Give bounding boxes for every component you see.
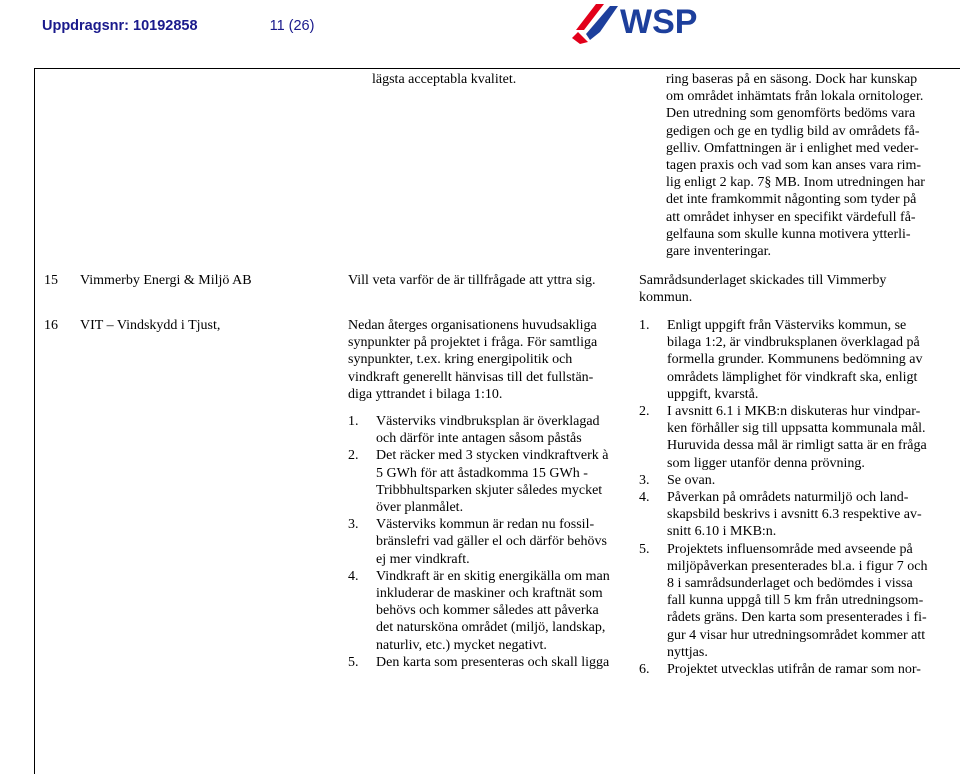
row-16-response-item: [639, 541, 949, 661]
row-16-response-item-text: Projektet utvecklas utifrån de ramar som nor-: [667, 662, 921, 678]
row-16-response-item-text: I avsnitt 6.1 i MKB:n diskuteras hur vindpar-: [667, 404, 921, 420]
row-16-point-item-text: naturliv, etc.) mycket negativt.: [376, 637, 547, 653]
row-16-point-item-text: Tribbhultsparken skjuter således mycket: [376, 482, 603, 498]
row-top-comment: lägsta acceptabla kvalitet.: [372, 72, 517, 87]
row-16-response-item: [639, 661, 949, 678]
logo-text: WSP: [620, 3, 698, 41]
row-16-response-item-number: 3.: [639, 472, 650, 488]
row-16-response-item-text: Enligt uppgift från Västerviks kommun, se: [667, 318, 907, 333]
row-16-point-item-text: ej mer vindkraft.: [376, 551, 470, 567]
row-16-name: VIT – Vindskydd i Tjust,: [80, 318, 221, 333]
row-16-point-item-text: inkluderar de maskiner och kraftnät som: [376, 586, 603, 602]
row-16-intro-line: synpunkter på projektet i fråga. För samtliga: [348, 335, 598, 351]
row-16-response-item-text: 8 i samrådsunderlaget och bedömdes i vissa: [667, 576, 913, 592]
page-number: 11 (26): [269, 18, 315, 34]
row-15-response-line: Samrådsunderlaget skickades till Vimmerby: [639, 273, 887, 288]
row-top-response-line: lig enligt 2 kap. 7§ MB. Inom utredningen har: [666, 175, 925, 191]
assignment-number: Uppdragsnr: 10192858: [42, 18, 198, 34]
logo-flag-red-2: [572, 32, 588, 44]
row-16-point-item: [348, 654, 633, 671]
row-16-number: 16: [44, 318, 58, 333]
row-top-response-line: tagen praxis och vad som kan anses vara rim-: [666, 158, 922, 174]
row-16-intro-line: diga yttrandet i bilaga 1:10.: [348, 386, 503, 402]
row-16-point-item-text: Västerviks kommun är redan nu fossil-: [376, 517, 595, 533]
row-top-response-line: gelliv. Omfattningen är i enlighet med veder-: [666, 140, 919, 156]
row-16-point-item: [348, 413, 633, 447]
row-16-point-item-number: 4.: [348, 568, 359, 584]
row-16-point-item: [348, 516, 633, 568]
row-top-response-line: gare inventeringar.: [666, 244, 771, 260]
row-16-response-item-text: Se ovan.: [667, 472, 716, 488]
row-top-response-line: att området inhyser en specifikt värdefull få-: [666, 209, 916, 225]
row-top-response-line: det inte framkommit någonting som tyder på: [666, 192, 917, 208]
row-16-point-item-text: 5 GWh för att åstadkomma 15 GWh -: [376, 465, 588, 481]
row-16-intro-line: vindkraft generellt hänvisas till det fullstän-: [348, 369, 594, 385]
row-15-number: 15: [44, 273, 58, 288]
row-16-response-item-text: bilaga 1:2, är vindbruksplanen överklagad på: [667, 335, 920, 351]
row-top-response-line: om området inhämtats från lokala ornitologer.: [666, 89, 924, 105]
row-16-point-item-text: Det räcker med 3 stycken vindkraftverk à: [376, 448, 609, 464]
row-16-response-item: [639, 403, 949, 472]
row-16-comment: [348, 317, 633, 671]
row-16-response-item-text: rådets gräns. Den karta som presenterades i fi-: [667, 610, 927, 626]
row-16-response-item-number: 4.: [639, 490, 650, 506]
row-16-point-item: [348, 568, 633, 654]
row-16-response-item-text: gur 4 visar hur utredningsområdet kommer att: [667, 627, 926, 643]
row-16-response-item-text: fall kunna uppgå till 5 km från utredningsom-: [667, 593, 924, 609]
row-top-response-line: Den utredning som genomförts bedöms vara: [666, 106, 916, 122]
row-16-response-item: [639, 489, 949, 541]
row-16-response-item-text: områdets lämplighet för vindkraft ska, enligt: [667, 369, 918, 385]
row-16-point-item-number: 2.: [348, 448, 359, 464]
row-16-response-item-text: formella grunder. Kommunens bedömning av: [667, 352, 923, 368]
row-16-response-item-text: snitt 6.10 i MKB:n.: [667, 524, 777, 540]
row-15-name: Vimmerby Energi & Miljö AB: [80, 273, 252, 288]
row-16-point-item-text: det natursköna området (miljö, landskap,: [376, 620, 606, 636]
row-16-response-item-number: 2.: [639, 404, 650, 420]
row-16-point-item-text: behövs och kommer således att påverka: [376, 603, 599, 619]
row-16-response-item-number: 5.: [639, 541, 650, 557]
row-16-response-item-text: Påverkan på områdets naturmiljö och land-: [667, 490, 909, 506]
row-top-response-line: gedigen och ge en tydlig bild av områdets få-: [666, 123, 920, 139]
row-16-point-item-text: Västerviks vindbruksplan är överklagad: [376, 414, 600, 430]
row-15-comment: Vill veta varför de är tillfrågade att yttra sig.: [348, 273, 596, 288]
row-16-response-item-text: som ligger utanför denna prövning.: [667, 455, 865, 471]
row-top-response: [666, 71, 956, 260]
row-16-point-item-text: över planmålet.: [376, 500, 464, 516]
row-16-response-item-text: nyttjas.: [667, 644, 708, 660]
row-16-response-item-text: ken förhåller sig till uppsatta kommunala mål.: [667, 421, 926, 437]
spacer: [348, 403, 633, 413]
row-16-response-item: [639, 317, 949, 403]
row-16-response-item: [639, 472, 949, 489]
row-16-intro-line: Nedan återges organisationens huvudsakliga: [348, 318, 597, 333]
row-16-response-item-text: Huruvida dessa mål är rimligt satta är en fråga: [667, 438, 927, 454]
row-16-point-item-text: Vindkraft är en skitig energikälla om man: [376, 568, 610, 584]
row-16-point-item-text: och därför inte antagen såsom påstås: [376, 431, 582, 447]
document-header: [42, 18, 314, 34]
row-16-response-item-text: skapsbild beskrivs i avsnitt 6.3 respektive av-: [667, 507, 922, 523]
row-16-response-item-text: miljöpåverkan presenterades bl.a. i figur 7 och: [667, 558, 928, 574]
row-16-response-list: [639, 317, 949, 678]
row-top-response-line: ring baseras på en säsong. Dock har kunskap: [666, 72, 918, 87]
row-16-point-item-number: 5.: [348, 654, 359, 670]
row-16-point-item-text: bränslefri vad gäller el och därför behövs: [376, 534, 607, 550]
row-16-response-item-text: Projektets influensområde med avseende på: [667, 541, 913, 557]
wsp-logo: [570, 0, 715, 46]
row-16-response-item-text: uppgift, kvarstå.: [667, 386, 759, 402]
row-16-point-item-text: Den karta som presenteras och skall ligga: [376, 654, 610, 670]
row-16-response: [639, 317, 949, 678]
row-16-point-list: [348, 413, 633, 671]
row-16-point-item-number: 1.: [348, 414, 359, 430]
row-15-response: [639, 272, 939, 306]
row-16-point-item-number: 3.: [348, 517, 359, 533]
row-16-response-item-number: 1.: [639, 318, 650, 333]
row-15-response-line: kommun.: [639, 290, 693, 306]
row-16-point-item: [348, 447, 633, 516]
row-top-response-line: gelfauna som skulle kunna motivera ytterli-: [666, 226, 911, 242]
row-16-response-item-number: 6.: [639, 662, 650, 678]
row-16-intro-line: synpunkter, t.ex. kring energipolitik och: [348, 352, 573, 368]
